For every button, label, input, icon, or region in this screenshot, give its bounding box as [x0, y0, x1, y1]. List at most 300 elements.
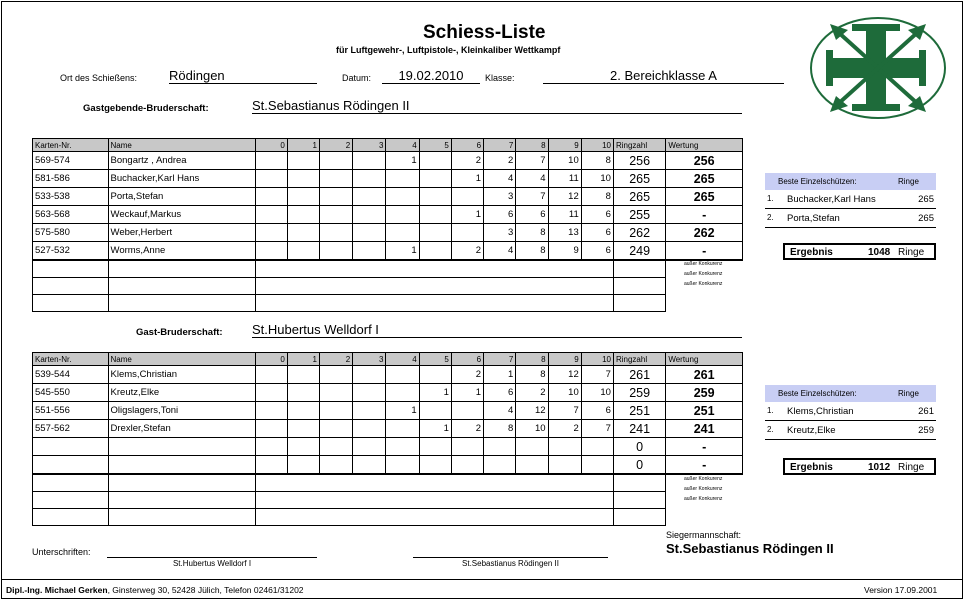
- empty-cell: [287, 295, 319, 312]
- empty-cell: [108, 509, 255, 526]
- empty-cell: [581, 509, 613, 526]
- table-cell: 259: [666, 384, 743, 402]
- table-cell: Bongartz , Andrea: [108, 152, 255, 170]
- sieger-label: Siegermannschaft:: [666, 530, 742, 540]
- table-cell: 259: [613, 384, 665, 402]
- table-row: [33, 188, 743, 206]
- column-header: 9: [548, 353, 581, 366]
- sieger-value: St.Sebastianus Rödingen II: [666, 541, 834, 556]
- table-cell: [320, 224, 353, 242]
- table-cell: [419, 366, 451, 384]
- table-cell: Oligslagers,Toni: [108, 402, 255, 420]
- page-subtitle: für Luftgewehr-, Luftpistole-, Kleinkaliber Wettkampf: [336, 45, 561, 55]
- empty-cell: [108, 260, 255, 278]
- empty-cell: [287, 278, 319, 295]
- table-cell: [451, 224, 483, 242]
- column-header: Ringzahl: [613, 139, 665, 152]
- column-header: 6: [451, 139, 483, 152]
- empty-cell: [451, 260, 483, 278]
- table-cell: 13: [548, 224, 581, 242]
- empty-cell: [108, 295, 255, 312]
- table-cell: [451, 188, 483, 206]
- table-cell: [419, 438, 451, 456]
- table-cell: [386, 170, 419, 188]
- empty-cell: [353, 474, 386, 492]
- blank-cell: [666, 509, 743, 526]
- table-row: [33, 384, 743, 402]
- table-cell: [255, 242, 287, 261]
- empty-cell: [548, 278, 581, 295]
- table-cell: [255, 438, 287, 456]
- table-cell: -: [666, 206, 743, 224]
- best-header: [765, 173, 936, 190]
- ausser-konkurenz-note: außer Konkurenz: [684, 271, 723, 277]
- table-cell: 6: [581, 402, 613, 420]
- table-cell: 7: [516, 188, 548, 206]
- section2-ergebnis-box: [783, 458, 936, 475]
- section2-ausser-konkurenz: [684, 476, 723, 506]
- table-cell: 1: [451, 384, 483, 402]
- section1-club: St.Sebastianus Rödingen II: [252, 98, 742, 114]
- empty-cell: [287, 474, 319, 492]
- table-cell: [287, 242, 319, 261]
- empty-cell: [613, 509, 665, 526]
- klasse-label: Klasse:: [485, 73, 515, 83]
- table-cell: 7: [581, 420, 613, 438]
- datum-label: Datum:: [342, 73, 372, 83]
- table-cell: 569-574: [33, 152, 109, 170]
- table-cell: [287, 152, 319, 170]
- table-cell: [353, 152, 386, 170]
- table-cell: [484, 438, 516, 456]
- empty-cell: [386, 474, 419, 492]
- best-header-ringe: Ringe: [898, 389, 919, 398]
- table-cell: [353, 420, 386, 438]
- table-cell: [386, 420, 419, 438]
- empty-cell: [419, 509, 451, 526]
- empty-cell: [516, 474, 548, 492]
- section2-table: [32, 352, 743, 526]
- table-row: [33, 456, 743, 475]
- table-cell: 12: [548, 366, 581, 384]
- table-cell: [419, 170, 451, 188]
- empty-cell: [548, 474, 581, 492]
- empty-cell: [386, 260, 419, 278]
- section1-ergebnis-box: [783, 243, 936, 260]
- klasse-value: 2. Bereichklasse A: [543, 68, 784, 84]
- table-cell: 2: [451, 242, 483, 261]
- table-header-row: [33, 353, 743, 366]
- empty-cell: [386, 278, 419, 295]
- column-header: 4: [386, 353, 419, 366]
- table-cell: Kreutz,Elke: [108, 384, 255, 402]
- column-header: 7: [484, 353, 516, 366]
- empty-cell: [451, 278, 483, 295]
- table-cell: [419, 242, 451, 261]
- table-cell: 251: [666, 402, 743, 420]
- signature-line: [413, 557, 608, 558]
- table-cell: 241: [613, 420, 665, 438]
- table-cell: [386, 224, 419, 242]
- empty-cell: [287, 492, 319, 509]
- empty-cell: [484, 474, 516, 492]
- empty-cell: [108, 278, 255, 295]
- table-cell: [320, 206, 353, 224]
- section2-label: Gast-Bruderschaft:: [136, 327, 223, 338]
- empty-row: [33, 509, 743, 526]
- table-cell: 262: [666, 224, 743, 242]
- empty-cell: [320, 474, 353, 492]
- table-cell: 11: [548, 206, 581, 224]
- empty-cell: [581, 278, 613, 295]
- table-cell: 10: [581, 384, 613, 402]
- empty-cell: [320, 260, 353, 278]
- section1-label: Gastgebende-Bruderschaft:: [83, 103, 209, 114]
- empty-row: [33, 260, 743, 278]
- table-cell: [33, 438, 109, 456]
- table-cell: [386, 438, 419, 456]
- table-cell: 8: [581, 152, 613, 170]
- table-cell: [320, 438, 353, 456]
- table-cell: 265: [613, 188, 665, 206]
- best-name: Kreutz,Elke: [787, 425, 836, 436]
- signature-club-2: St.Sebastianus Rödingen II: [462, 559, 559, 568]
- ausser-konkurenz-note: außer Konkurenz: [684, 476, 723, 482]
- column-header: 10: [581, 353, 613, 366]
- empty-row: [33, 474, 743, 492]
- column-header: Name: [108, 353, 255, 366]
- table-cell: 1: [419, 420, 451, 438]
- table-cell: 1: [451, 206, 483, 224]
- table-cell: [320, 170, 353, 188]
- empty-cell: [484, 260, 516, 278]
- table-cell: 3: [484, 188, 516, 206]
- best-rank: 1.: [767, 194, 774, 203]
- table-cell: 6: [484, 206, 516, 224]
- table-cell: 1: [451, 170, 483, 188]
- table-cell: 265: [666, 170, 743, 188]
- empty-cell: [353, 492, 386, 509]
- column-header: Karten-Nr.: [33, 139, 109, 152]
- table-cell: [516, 456, 548, 475]
- table-cell: 2: [451, 420, 483, 438]
- table-cell: 6: [581, 206, 613, 224]
- best-name: Buchacker,Karl Hans: [787, 194, 876, 205]
- empty-cell: [386, 295, 419, 312]
- empty-cell: [548, 509, 581, 526]
- empty-cell: [581, 295, 613, 312]
- empty-cell: [516, 295, 548, 312]
- datum-value: 19.02.2010: [382, 68, 480, 84]
- table-cell: [353, 384, 386, 402]
- table-cell: Worms,Anne: [108, 242, 255, 261]
- table-cell: [108, 456, 255, 475]
- table-cell: 0: [613, 438, 665, 456]
- best-ringe: 265: [918, 213, 934, 224]
- table-cell: [255, 152, 287, 170]
- best-rank: 1.: [767, 406, 774, 415]
- best-header: [765, 385, 936, 402]
- table-cell: [419, 206, 451, 224]
- table-cell: [353, 402, 386, 420]
- empty-cell: [320, 509, 353, 526]
- ort-value: Rödingen: [169, 68, 317, 84]
- table-cell: 10: [548, 384, 581, 402]
- empty-cell: [320, 295, 353, 312]
- table-cell: [255, 188, 287, 206]
- empty-cell: [33, 509, 109, 526]
- empty-cell: [33, 492, 109, 509]
- empty-row: [33, 295, 743, 312]
- empty-cell: [255, 260, 287, 278]
- crossed-arrows-emblem-icon: [808, 16, 948, 120]
- column-header: 3: [353, 139, 386, 152]
- ergebnis-value: 1048: [868, 247, 891, 258]
- empty-cell: [320, 278, 353, 295]
- table-cell: 575-580: [33, 224, 109, 242]
- table-cell: [419, 402, 451, 420]
- empty-cell: [419, 492, 451, 509]
- ort-label: Ort des Schießens:: [60, 73, 138, 83]
- table-cell: [287, 224, 319, 242]
- column-header: Wertung: [666, 353, 743, 366]
- empty-cell: [386, 509, 419, 526]
- table-cell: 241: [666, 420, 743, 438]
- empty-cell: [287, 509, 319, 526]
- signature-line: [107, 557, 317, 558]
- column-header: 0: [255, 139, 287, 152]
- empty-cell: [581, 474, 613, 492]
- best-ringe: 265: [918, 194, 934, 205]
- empty-cell: [484, 278, 516, 295]
- empty-cell: [516, 260, 548, 278]
- empty-cell: [451, 295, 483, 312]
- empty-cell: [255, 278, 287, 295]
- unterschriften-label: Unterschriften:: [32, 547, 91, 557]
- empty-cell: [484, 509, 516, 526]
- column-header: 1: [287, 353, 319, 366]
- table-row: [33, 170, 743, 188]
- table-cell: 4: [484, 402, 516, 420]
- empty-cell: [548, 492, 581, 509]
- table-cell: [255, 206, 287, 224]
- ergebnis-label: Ergebnis: [790, 462, 833, 473]
- ausser-konkurenz-note: außer Konkurenz: [684, 281, 723, 287]
- table-cell: -: [666, 242, 743, 261]
- author-address: , Ginsterweg 30, 52428 Jülich, Telefon 02461/31202: [107, 585, 304, 595]
- table-cell: [287, 402, 319, 420]
- table-cell: [353, 224, 386, 242]
- best-rank: 2.: [767, 213, 774, 222]
- section2-club: St.Hubertus Welldorf I: [252, 322, 742, 338]
- table-cell: 8: [484, 420, 516, 438]
- table-cell: [516, 438, 548, 456]
- table-cell: [255, 224, 287, 242]
- table-cell: 1: [386, 242, 419, 261]
- empty-cell: [613, 474, 665, 492]
- table-cell: [386, 188, 419, 206]
- table-cell: 4: [484, 170, 516, 188]
- best-name: Porta,Stefan: [787, 213, 840, 224]
- best-header-label: Beste Einzelschützen:: [778, 177, 857, 186]
- table-cell: 4: [484, 242, 516, 261]
- table-cell: 261: [613, 366, 665, 384]
- table-cell: [419, 188, 451, 206]
- signature-club-1: St.Hubertus Welldorf I: [172, 559, 252, 568]
- empty-cell: [581, 260, 613, 278]
- table-cell: 10: [581, 170, 613, 188]
- table-cell: [287, 188, 319, 206]
- ergebnis-value: 1012: [868, 462, 891, 473]
- empty-cell: [33, 278, 109, 295]
- table-cell: 8: [516, 224, 548, 242]
- table-cell: [33, 456, 109, 475]
- table-cell: [320, 188, 353, 206]
- table-cell: 256: [666, 152, 743, 170]
- empty-cell: [353, 295, 386, 312]
- table-cell: [287, 206, 319, 224]
- table-cell: [353, 188, 386, 206]
- empty-cell: [516, 492, 548, 509]
- table-cell: 262: [613, 224, 665, 242]
- table-cell: [581, 438, 613, 456]
- blank-cell: [666, 295, 743, 312]
- section1-best-shooters: [765, 173, 936, 228]
- table-cell: 6: [484, 384, 516, 402]
- table-cell: [353, 366, 386, 384]
- empty-cell: [548, 260, 581, 278]
- column-header: 7: [484, 139, 516, 152]
- ergebnis-unit: Ringe: [898, 462, 925, 473]
- table-cell: [320, 242, 353, 261]
- table-cell: 255: [613, 206, 665, 224]
- empty-cell: [386, 492, 419, 509]
- empty-cell: [516, 278, 548, 295]
- table-cell: [255, 384, 287, 402]
- column-header: 0: [255, 353, 287, 366]
- table-cell: 4: [516, 170, 548, 188]
- column-header: 2: [320, 139, 353, 152]
- table-cell: 11: [548, 170, 581, 188]
- best-row: [765, 190, 936, 209]
- table-cell: 8: [581, 188, 613, 206]
- empty-cell: [353, 278, 386, 295]
- table-cell: [320, 456, 353, 475]
- table-cell: 2: [484, 152, 516, 170]
- footer-divider: [2, 579, 962, 580]
- empty-cell: [613, 260, 665, 278]
- table-cell: 1: [386, 402, 419, 420]
- table-cell: 533-538: [33, 188, 109, 206]
- table-cell: [451, 402, 483, 420]
- table-cell: 6: [581, 242, 613, 261]
- table-cell: Porta,Stefan: [108, 188, 255, 206]
- empty-cell: [451, 492, 483, 509]
- empty-cell: [419, 474, 451, 492]
- table-cell: 261: [666, 366, 743, 384]
- table-cell: 581-586: [33, 170, 109, 188]
- author-line: [6, 585, 304, 595]
- table-cell: 2: [451, 152, 483, 170]
- best-ringe: 261: [918, 406, 934, 417]
- column-header: 2: [320, 353, 353, 366]
- empty-cell: [255, 492, 287, 509]
- table-cell: 6: [516, 206, 548, 224]
- table-cell: [419, 224, 451, 242]
- table-cell: 2: [516, 384, 548, 402]
- table-cell: 8: [516, 366, 548, 384]
- table-cell: 1: [484, 366, 516, 384]
- empty-cell: [419, 260, 451, 278]
- table-cell: [386, 366, 419, 384]
- table-cell: 7: [548, 402, 581, 420]
- table-cell: [419, 152, 451, 170]
- column-header: Wertung: [666, 139, 743, 152]
- table-cell: [287, 420, 319, 438]
- table-header-row: [33, 139, 743, 152]
- table-row: [33, 420, 743, 438]
- empty-cell: [516, 509, 548, 526]
- table-cell: [287, 366, 319, 384]
- column-header: 3: [353, 353, 386, 366]
- table-cell: 12: [548, 188, 581, 206]
- empty-cell: [353, 260, 386, 278]
- table-cell: [255, 420, 287, 438]
- empty-cell: [581, 492, 613, 509]
- table-cell: [287, 456, 319, 475]
- table-cell: 249: [613, 242, 665, 261]
- best-name: Klems,Christian: [787, 406, 854, 417]
- table-cell: 251: [613, 402, 665, 420]
- table-cell: 551-556: [33, 402, 109, 420]
- empty-cell: [108, 474, 255, 492]
- best-header-ringe: Ringe: [898, 177, 919, 186]
- table-cell: Weckauf,Markus: [108, 206, 255, 224]
- empty-cell: [33, 295, 109, 312]
- empty-cell: [255, 295, 287, 312]
- table-cell: 12: [516, 402, 548, 420]
- table-cell: 9: [548, 242, 581, 261]
- table-cell: [320, 366, 353, 384]
- column-header: Name: [108, 139, 255, 152]
- best-ringe: 259: [918, 425, 934, 436]
- table-cell: 8: [516, 242, 548, 261]
- column-header: 4: [386, 139, 419, 152]
- table-cell: [108, 438, 255, 456]
- table-cell: [255, 402, 287, 420]
- table-cell: 7: [516, 152, 548, 170]
- empty-cell: [33, 474, 109, 492]
- best-rank: 2.: [767, 425, 774, 434]
- table-row: [33, 152, 743, 170]
- empty-cell: [613, 278, 665, 295]
- table-cell: 265: [613, 170, 665, 188]
- empty-cell: [320, 492, 353, 509]
- empty-cell: [451, 509, 483, 526]
- table-cell: [484, 456, 516, 475]
- table-cell: 563-568: [33, 206, 109, 224]
- table-cell: 545-550: [33, 384, 109, 402]
- section2-best-shooters: [765, 385, 936, 440]
- ausser-konkurenz-note: außer Konkurenz: [684, 261, 723, 267]
- table-cell: [287, 384, 319, 402]
- table-cell: 256: [613, 152, 665, 170]
- table-cell: [287, 438, 319, 456]
- empty-row: [33, 492, 743, 509]
- table-cell: [287, 170, 319, 188]
- table-cell: [419, 456, 451, 475]
- empty-cell: [548, 295, 581, 312]
